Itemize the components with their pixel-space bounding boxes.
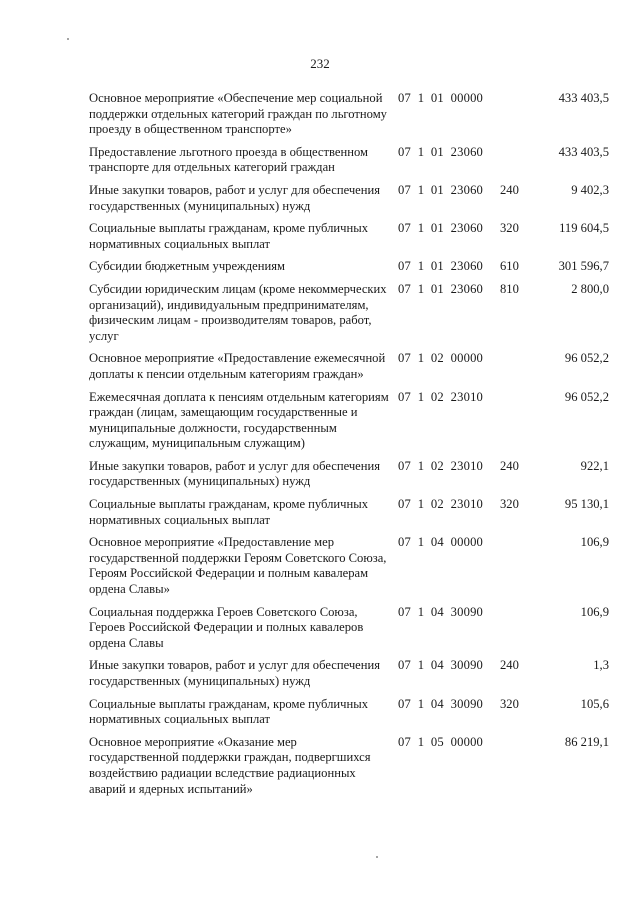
row-description: Субсидии юридическим лицам (кроме некоммерческих организаций), индивидуальным предпринимателям, физическим лицам - производителям товаров, работ, услуг xyxy=(89,281,387,343)
row-description: Иные закупки товаров, работ и услуг для обеспечения государственных (муниципальных) нужд xyxy=(89,458,381,489)
row-description: Социальные выплаты гражданам, кроме публичных нормативных социальных выплат xyxy=(89,221,368,251)
row-target-code: 07 1 02 23010 xyxy=(398,497,484,512)
row-target-code: 07 1 01 23060 xyxy=(398,144,484,159)
table-row xyxy=(89,535,609,597)
budget-table xyxy=(89,91,609,804)
table-row xyxy=(89,497,609,528)
row-target-code: 07 1 01 23060 xyxy=(398,259,484,274)
table-row xyxy=(89,183,609,214)
row-description: Субсидии бюджетным учреждениям xyxy=(89,259,285,274)
row-amount: 922,1 xyxy=(580,458,609,473)
row-target-code: 07 1 02 23010 xyxy=(398,458,484,473)
row-target-code: 07 1 01 23060 xyxy=(398,182,484,197)
row-amount: 96 052,2 xyxy=(564,351,609,366)
row-target-code: 07 1 04 30090 xyxy=(398,604,484,619)
table-row xyxy=(89,658,609,689)
row-description: Основное мероприятие «Предоставление ежемесячной доплаты к пенсии отдельным категориям граждан» xyxy=(89,351,386,381)
table-row xyxy=(89,697,609,728)
row-expense-type: 320 xyxy=(500,696,519,711)
row-target-code: 07 1 02 23010 xyxy=(398,389,484,404)
row-target-code: 07 1 04 00000 xyxy=(398,535,484,550)
row-description: Основное мероприятие «Оказание мер государственной поддержки граждан, подвергшихся воздействию радиации вследствие радиационных аварий и ядерных испытаний» xyxy=(89,734,371,796)
row-expense-type: 610 xyxy=(500,259,519,274)
row-description: Предоставление льготного проезда в общественном транспорте для отдельных категорий граждан xyxy=(89,144,368,175)
table-row xyxy=(89,91,609,138)
row-target-code: 07 1 05 00000 xyxy=(398,734,484,749)
row-description: Социальные выплаты гражданам, кроме публичных нормативных социальных выплат xyxy=(89,497,368,527)
row-amount: 301 596,7 xyxy=(558,259,609,274)
row-target-code: 07 1 04 30090 xyxy=(398,696,484,711)
row-target-code: 07 1 04 30090 xyxy=(398,658,484,673)
row-amount: 119 604,5 xyxy=(559,221,609,236)
row-expense-type: 240 xyxy=(500,458,519,473)
row-expense-type: 320 xyxy=(500,497,519,512)
scan-speck xyxy=(67,38,69,40)
table-row xyxy=(89,145,609,176)
row-description: Основное мероприятие «Предоставление мер государственной поддержки Героям Советского Союза, Героям Российской Федерации и полным кавалерам ордена Славы» xyxy=(89,535,387,597)
table-row xyxy=(89,259,609,275)
table-row xyxy=(89,221,609,252)
row-description: Иные закупки товаров, работ и услуг для обеспечения государственных (муниципальных) нужд xyxy=(89,658,381,688)
row-amount: 2 800,0 xyxy=(571,281,609,296)
row-expense-type: 320 xyxy=(500,221,519,236)
row-description: Иные закупки товаров, работ и услуг для обеспечения государственных (муниципальных) нужд xyxy=(89,182,381,213)
row-expense-type: 240 xyxy=(500,658,519,673)
page-number: 232 xyxy=(310,56,330,71)
table-row xyxy=(89,282,609,344)
row-target-code: 07 1 01 23060 xyxy=(398,221,484,236)
row-target-code: 07 1 01 00000 xyxy=(398,91,484,105)
row-amount: 9 402,3 xyxy=(571,182,609,197)
row-description: Социальные выплаты гражданам, кроме публичных нормативных социальных выплат xyxy=(89,696,368,727)
row-target-code: 07 1 01 23060 xyxy=(398,281,484,296)
row-amount: 86 219,1 xyxy=(564,734,609,749)
row-description: Основное мероприятие «Обеспечение мер социальной поддержки отдельных категорий граждан по льготному проезду в общественном транспорте» xyxy=(89,91,387,137)
row-description: Ежемесячная доплата к пенсиям отдельным категориям граждан (лицам, замещающим государственные и муниципальные должности, государственным служащим, муниципальным служащим) xyxy=(89,389,389,451)
table-row xyxy=(89,390,609,452)
row-amount: 96 052,2 xyxy=(564,389,609,404)
row-amount: 95 130,1 xyxy=(564,497,609,512)
row-expense-type: 240 xyxy=(500,182,519,197)
row-target-code: 07 1 02 00000 xyxy=(398,351,484,366)
table-row xyxy=(89,459,609,490)
row-description: Социальная поддержка Героев Советского Союза, Героев Российской Федерации и полных кавалеров ордена Славы xyxy=(89,604,364,650)
row-amount: 106,9 xyxy=(580,535,609,550)
row-amount: 433 403,5 xyxy=(558,91,609,105)
scan-speck xyxy=(376,856,378,858)
row-expense-type: 810 xyxy=(500,281,519,296)
table-row xyxy=(89,351,609,382)
table-row xyxy=(89,605,609,652)
row-amount: 106,9 xyxy=(580,604,609,619)
row-amount: 1,3 xyxy=(593,658,609,673)
table-row xyxy=(89,735,609,797)
row-amount: 433 403,5 xyxy=(558,144,609,159)
row-amount: 105,6 xyxy=(580,696,609,711)
